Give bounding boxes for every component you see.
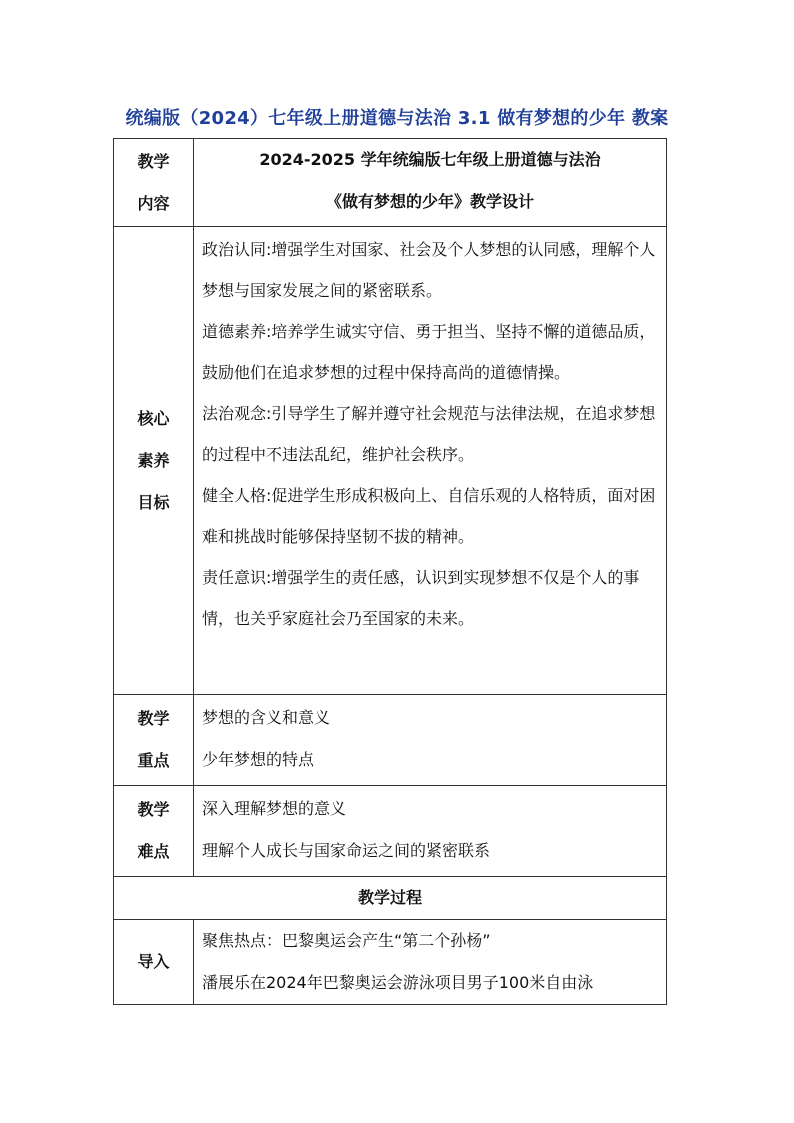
literacy-political: 政治认同:增强学生对国家、社会及个人梦想的认同感，理解个人梦想与国家发展之间的紧密联系。 bbox=[202, 240, 656, 300]
literacy-moral: 道德素养:培养学生诚实守信、勇于担当、坚持不懈的道德品质，鼓励他们在追求梦想的过程中保持高尚的道德情操。 bbox=[202, 322, 656, 382]
lesson-subtitle-line-1: 2024-2025 学年统编版七年级上册道德与法治 bbox=[259, 150, 601, 169]
intro-cell bbox=[194, 920, 667, 1005]
lesson-plan-table bbox=[113, 138, 667, 1005]
label-key-points bbox=[114, 695, 194, 786]
intro-item: 潘展乐在2024年巴黎奥运会游泳项目男子100米自由泳 bbox=[202, 973, 594, 992]
process-header: 教学过程 bbox=[114, 877, 667, 920]
difficulty-item: 理解个人成长与国家命运之间的紧密联系 bbox=[202, 841, 491, 860]
label-line: 素养 bbox=[137, 450, 170, 470]
difficulties-cell bbox=[194, 786, 667, 877]
row-key-points bbox=[114, 695, 667, 786]
row-intro bbox=[114, 920, 667, 1005]
row-teaching-content bbox=[114, 139, 667, 227]
lesson-subtitle-line-2: 《做有梦想的少年》教学设计 bbox=[325, 192, 534, 211]
label-line: 导入 bbox=[137, 952, 170, 971]
label-line: 教学 bbox=[137, 151, 170, 171]
label-core-literacy bbox=[114, 227, 194, 695]
label-line: 教学 bbox=[137, 800, 170, 819]
teaching-content-cell bbox=[194, 139, 667, 227]
document-title: 统编版（2024）七年级上册道德与法治 3.1 做有梦想的少年 教案 bbox=[125, 108, 669, 129]
label-line: 难点 bbox=[137, 842, 170, 861]
literacy-personality: 健全人格:促进学生形成积极向上、自信乐观的人格特质，面对困难和挑战时能够保持坚韧不拔的精神。 bbox=[202, 486, 656, 546]
key-point-item: 少年梦想的特点 bbox=[202, 750, 315, 769]
label-line: 内容 bbox=[137, 193, 170, 213]
literacy-law: 法治观念:引导学生了解并遵守社会规范与法律法规，在追求梦想的过程中不违法乱纪，维护社会秩序。 bbox=[202, 404, 656, 464]
label-line: 核心 bbox=[137, 408, 170, 428]
label-teaching-content bbox=[114, 139, 194, 227]
label-line: 教学 bbox=[137, 709, 170, 728]
key-point-item: 梦想的含义和意义 bbox=[202, 708, 331, 727]
label-line: 目标 bbox=[137, 492, 170, 512]
intro-item: 聚焦热点：巴黎奥运会产生“第二个孙杨” bbox=[202, 931, 491, 950]
core-literacy-cell bbox=[194, 227, 667, 695]
label-difficulties bbox=[114, 786, 194, 877]
difficulty-item: 深入理解梦想的意义 bbox=[202, 799, 347, 818]
key-points-cell bbox=[194, 695, 667, 786]
literacy-responsibility: 责任意识:增强学生的责任感，认识到实现梦想不仅是个人的事情，也关乎家庭社会乃至国家的未来。 bbox=[202, 568, 640, 628]
row-difficulties bbox=[114, 786, 667, 877]
row-process-header bbox=[114, 877, 667, 920]
row-core-literacy bbox=[114, 227, 667, 695]
label-intro bbox=[114, 920, 194, 1005]
label-line: 重点 bbox=[137, 751, 170, 770]
